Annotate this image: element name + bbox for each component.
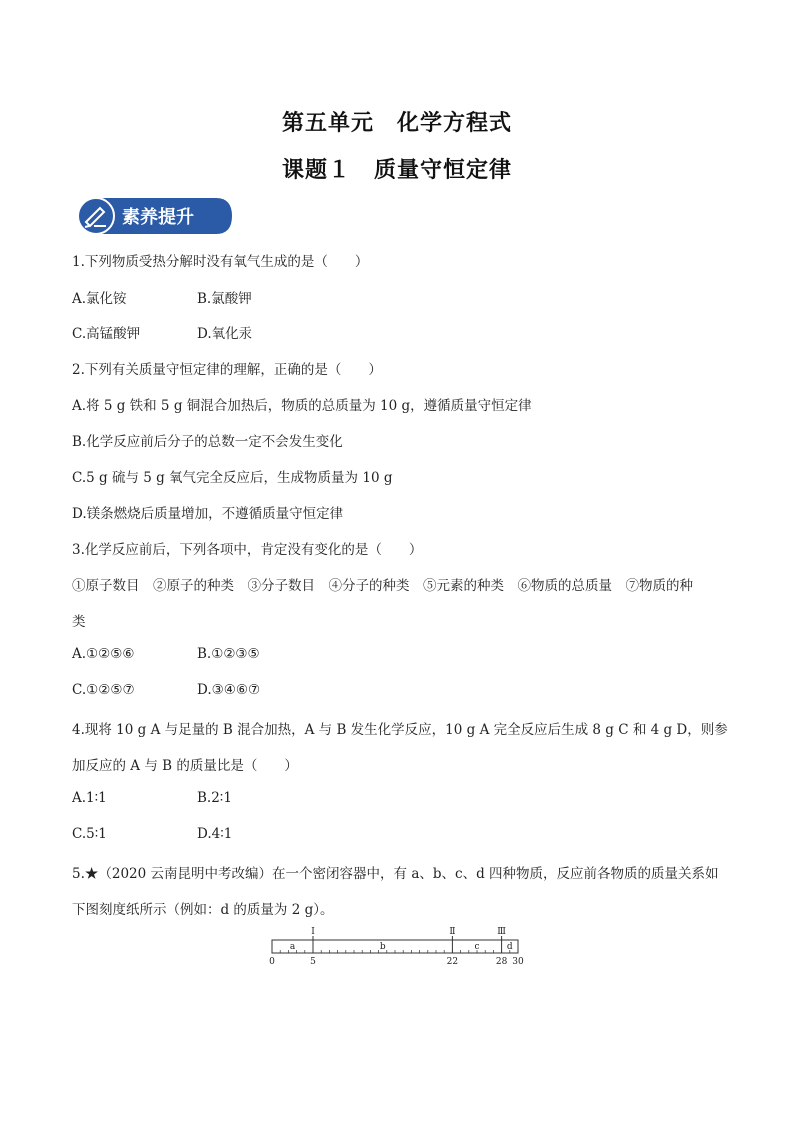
q1-option-d: D.氧化汞 xyxy=(197,326,253,342)
ruler-number: 5 xyxy=(310,957,316,967)
q2-option-b: B.化学反应前后分子的总数一定不会发生变化 xyxy=(72,434,343,450)
q5-stem-line2: 下图刻度纸所示（例如：d 的质量为 2 g）。 xyxy=(72,902,334,918)
ruler-number: 0 xyxy=(269,957,275,967)
q4-stem-line1: 4.现将 10 g A 与足量的 B 混合加热，A 与 B 发生化学反应，10 g A 完全反应后生成 8 g C 和 4 g D，则参 xyxy=(72,722,728,738)
section-badge-label: 素养提升 xyxy=(122,207,194,228)
ruler-segment-label: a xyxy=(289,942,296,952)
ruler-marker: Ⅰ xyxy=(311,927,315,937)
q3-items-line1: ①原子数目 ②原子的种类 ③分子数目 ④分子的种类 ⑤元素的种类 ⑥物质的总质量 ⑦物质的种 xyxy=(72,578,693,594)
q4-option-d: D.4∶1 xyxy=(197,826,233,842)
q2-stem: 2.下列有关质量守恒定律的理解，正确的是（ ） xyxy=(72,362,382,378)
ruler-marker: Ⅱ xyxy=(449,927,456,937)
q4-option-c: C.5∶1 xyxy=(72,826,107,842)
q1-option-c: C.高锰酸钾 xyxy=(72,326,141,342)
q3-stem: 3.化学反应前后，下列各项中，肯定没有变化的是（ ） xyxy=(72,542,423,558)
q4-option-b: B.2∶1 xyxy=(197,790,232,806)
q4-stem-line2: 加反应的 A 与 B 的质量比是（ ） xyxy=(72,758,298,774)
unit-title: 第五单元 化学方程式 xyxy=(281,110,512,136)
q3-option-c: C.①②⑤⑦ xyxy=(72,682,135,698)
q2-option-a: A.将 5 g 铁和 5 g 铜混合加热后，物质的总质量为 10 g，遵循质量守恒定律 xyxy=(72,398,532,414)
ruler-segment-label: d xyxy=(506,942,513,952)
q3-option-d: D.③④⑥⑦ xyxy=(197,682,261,698)
lesson-title: 课题１ 质量守恒定律 xyxy=(281,157,512,183)
q5-stem-line1: 5.★（2020 云南昆明中考改编）在一个密闭容器中，有 a、b、c、d 四种物质，反应前各物质的质量关系如 xyxy=(72,866,719,882)
q4-option-a: A.1∶1 xyxy=(72,790,107,806)
q2-option-c: C.5 g 硫与 5 g 氧气完全反应后，生成物质量为 10 g xyxy=(72,470,393,486)
q1-option-a: A.氯化铵 xyxy=(72,291,127,307)
q1-stem: 1.下列物质受热分解时没有氧气生成的是（ ） xyxy=(72,254,369,270)
q3-items-line2: 类 xyxy=(72,614,86,630)
q1-option-b: B.氯酸钾 xyxy=(197,291,252,307)
q3-option-a: A.①②⑤⑥ xyxy=(72,646,135,662)
q3-option-b: B.①②③⑤ xyxy=(197,646,260,662)
scale-paper-figure xyxy=(262,926,532,972)
ruler-number: 28 xyxy=(495,957,508,967)
ruler-segment-label: c xyxy=(474,942,480,952)
ruler-number: 22 xyxy=(446,957,459,967)
ruler-segment-label: b xyxy=(379,942,386,952)
q2-option-d: D.镁条燃烧后质量增加，不遵循质量守恒定律 xyxy=(72,506,344,522)
ruler-marker: Ⅲ xyxy=(497,927,506,937)
ruler-number: 30 xyxy=(512,957,524,967)
